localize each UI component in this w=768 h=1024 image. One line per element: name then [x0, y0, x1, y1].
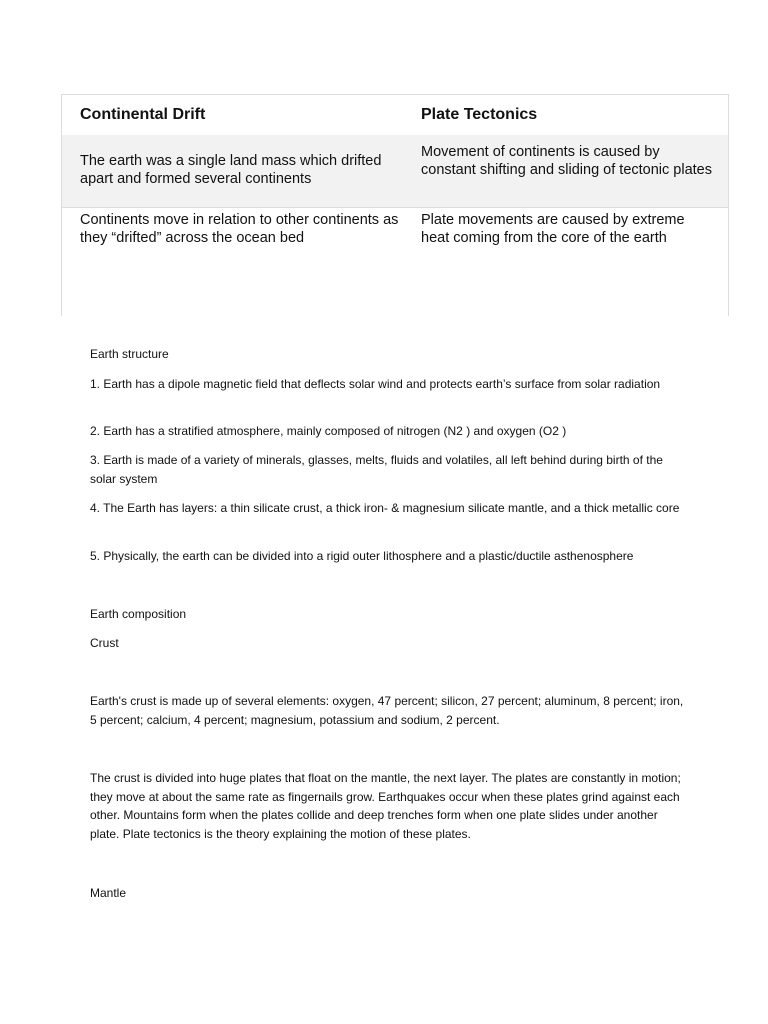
table-row [62, 135, 728, 207]
list-item: 1. Earth has a dipole magnetic field that deflects solar wind and protects earth’s surface from solar radiation [90, 377, 661, 391]
paragraph-crust-plates: The crust is divided into huge plates that float on the mantle, the next layer. The plates are constantly in motion; they move at about the same rate as fingernails grow. Earthquakes occur when these plates grind against each other. Mountains form when the plates collide and deep trenches form when one plate slides under another plate. Plate tectonics is the theory explaining the motion of these plates. [90, 771, 681, 841]
table-cell: Continents move in relation to other continents as they “drifted” across the ocean bed [80, 212, 399, 246]
section-heading-earth-composition: Earth composition [90, 607, 187, 621]
subheading-mantle: Mantle [90, 886, 127, 900]
table-cell: Movement of continents is caused by constant shifting and sliding of tectonic plates [421, 144, 712, 178]
comparison-table [61, 94, 729, 316]
table-cell: Plate movements are caused by extreme heat coming from the core of the earth [421, 212, 685, 246]
header-continental-drift: Continental Drift [80, 106, 206, 123]
header-plate-tectonics: Plate Tectonics [421, 106, 538, 123]
table-header-row [62, 95, 728, 135]
subheading-crust: Crust [90, 636, 119, 650]
table-row [62, 207, 728, 316]
section-heading-earth-structure: Earth structure [90, 347, 169, 361]
list-item: 2. Earth has a stratified atmosphere, mainly composed of nitrogen (N2 ) and oxygen (O2 ) [90, 424, 567, 438]
list-item: 4. The Earth has layers: a thin silicate crust, a thick iron- & magnesium silicate mantle, and a thick metallic core [90, 501, 680, 515]
paragraph-crust-elements: Earth's crust is made up of several elements: oxygen, 47 percent; silicon, 27 percent; aluminum, 8 percent; iron, 5 percent; calcium, 4 percent; magnesium, potassium and sodium, 2 percent. [90, 694, 684, 727]
list-item: 5. Physically, the earth can be divided into a rigid outer lithosphere and a plastic/ductile asthenosphere [90, 549, 634, 563]
list-item: 3. Earth is made of a variety of minerals, glasses, melts, fluids and volatiles, all left behind during birth of the solar system [90, 453, 663, 486]
table-cell: The earth was a single land mass which drifted apart and formed several continents [80, 153, 382, 187]
